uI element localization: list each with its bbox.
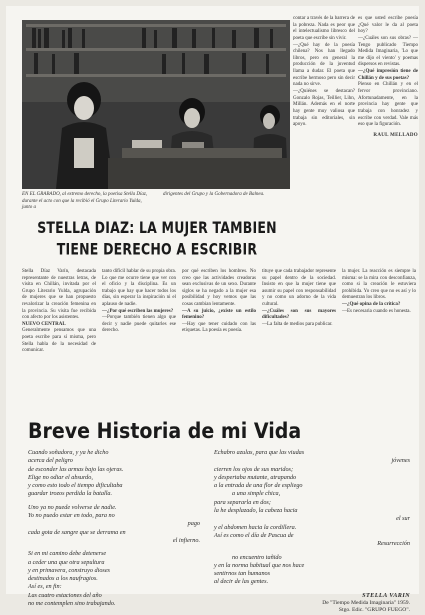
poem-line: cada gota de sangre que se derrama en [28, 528, 126, 536]
poem-line: Uno ya no puede volverse de nadie. [28, 503, 117, 511]
poem-line: Yo no puedo estar en todo, para no [28, 512, 115, 520]
subheading: NUEVO CENTRAL [22, 321, 66, 327]
poem-line: Si en mi camino debe detenerse [28, 550, 107, 558]
poem-line: a una simple chica, [232, 490, 281, 498]
poem-line: y en la norma habitual que nos hace [214, 561, 305, 569]
poem-line: Las cuatro estaciones del año [28, 591, 102, 599]
poem-line: a ceder una que otra sepultura [28, 558, 105, 566]
poem-line: el sur [396, 515, 410, 523]
byline: RAUL MELLADO [373, 132, 418, 138]
poem-line: y como esto todo el tiempo dificultaba [28, 482, 123, 490]
poem-line: Resurrección [377, 540, 410, 548]
paragraph: —Porque también tienen algo que decir y nadie puede quitarles ese derecho. [102, 315, 176, 334]
poem-author: STELLA VARIN [362, 591, 410, 599]
poem-line: Cuando soñadora, y ya he dicho [28, 449, 109, 456]
poem-line: Así es, en fin: [28, 583, 62, 591]
question: —¿Por qué escriben las mujeres? [102, 308, 174, 314]
paragraph: Stella Díaz Varín, destacada representante de nuestras letras, de visita en Chillán, invitada por el Grupo Literario Yulda, agrupación de mujeres que se han propuesto revalorizar la creación femenina en la provincia. Su visita fue recibida con afecto por los asistentes. [22, 269, 96, 321]
stanza [28, 449, 200, 499]
paragraph: Pienso en Chillán y en el fervor provinciano. Afortunadamente, en la provincia hay gente que trabaja con honradez y escribe con verdad. Vale más eso que la figuración. [358, 82, 418, 128]
paragraph: la mujer. La reacción es siempre la misma: se la mira con desconfianza, como si la creación le estuviera prohibida. Yo creo que no es así y lo demuestran los libros. [342, 269, 416, 301]
photo-caption-left: EN EL GRABADO, al extremo derecho, la poetisa Stella Díaz, durante el acto con que la recibió el Grupo Literario Yulda, junto a [22, 192, 148, 210]
stanza [214, 449, 410, 549]
newspaper-page [6, 6, 419, 614]
question: —¿Qué impresión tiene de Chillán y de sus poetas? [358, 69, 418, 81]
poem-line: Elige no odiar el absurdo, [28, 473, 93, 481]
paragraph: Generalmente pensamos que una poeta escribe para sí misma, pero Stella habla de la necesidad de comunicar. [22, 328, 96, 354]
article-column-5 [342, 269, 416, 315]
poem-publisher-credit: Stgo. Edic. "GRUPO FUEGO". [338, 607, 410, 614]
headline-line-1: STELLA DIAZ: LA MUJER TAMBIEN [37, 218, 277, 237]
poem-source-credit: De "Tiempo Medida Imaginaria" 1959. [322, 600, 410, 607]
article-column-3 [182, 269, 256, 335]
poem-line: el infierno. [172, 536, 200, 544]
paragraph: por qué escriben los hombres. No creo que las actividades creadoras sean exclusivas de un sexo. Durante siglos se ha negado a la mujer esa posibilidad y hoy vemos que las cosas cambian lentamente. [182, 269, 256, 307]
article-column-1 [22, 269, 96, 355]
stanza [214, 554, 410, 587]
article-column-2 [102, 269, 176, 335]
article-column-4 [262, 269, 336, 328]
paragraph: —Hay que tener cuidado con las etiquetas. La poesía es poesía. [182, 321, 256, 334]
poem-title: Breve Historia de mi Vida [28, 418, 302, 444]
paragraph: —La falta de medios para publicar. [262, 321, 333, 327]
poem-line: cierren los ojos de sus maridos; [214, 465, 294, 473]
paragraph: —¿Qué hay de la poesía chilena? Nos han llegado libros, pero en general la producción de la juventud llama a dudar. El poeta que escribe hermoso pero sin decir nada no sirve. [293, 42, 355, 88]
poem-line: a la entrada de una flor de espliego [214, 482, 303, 490]
stanza [28, 504, 200, 545]
poem-line: pago [187, 520, 200, 528]
paragraph: tituye que cada trabajador represente su papel dentro de la sociedad. Insisto en que la mujer tiene que asumir su papel con responsabilidad y no como un adorno de la vida cultural. [262, 269, 336, 307]
poem-right-column [214, 449, 410, 615]
poem-line: al decir de las gentes. [214, 578, 269, 586]
photo-caption-right: dirigentes del Grupo y la Gobernadora de Balnea. [163, 192, 265, 197]
poem-line: destinados a los naufragios. [28, 575, 98, 583]
poem-line: jóvenes [391, 457, 410, 465]
paragraph: —Es necesaria cuando es honesta. [342, 308, 411, 314]
interview-continuation-column-b [358, 16, 418, 140]
poem-line: no me contemplen sino trabajando. [28, 600, 116, 608]
paragraph: tanto difícil hablar de su propia obra. Lo que me ocurre tiene que ver con el oficio y la disciplina. Es un trabajo que hay que hacer todos los días, sin esperar la inspiración ni el aplauso de nadie. [102, 269, 177, 307]
poem-line: de esconder las armas bajo las ojeras. [28, 465, 124, 473]
poem-line: sentirnos tan humanos [214, 570, 271, 578]
poem-line: para separarla en dos; [214, 498, 271, 506]
poem-line: acerca del peligro [28, 457, 73, 465]
paragraph: es que usted escribe poesía ¿Qué valor le da al poeta hoy? [358, 16, 418, 35]
question: —A su juicio, ¿existe un estilo femenino? [182, 308, 256, 321]
poem-line: Así es como el día de Pascua de [214, 531, 294, 539]
poem-line: Echabro azulas, para que las viudas [214, 449, 305, 456]
poem-line: y el abdomen hacia la cordillera. [214, 523, 297, 531]
poem-left-column [28, 449, 200, 613]
paragraph: —¿Quiénes se destacan? Gonzalo Rojas, Teillier, Lihn, Millán. Además en el norte hay gente muy valiosa que trabaja sin editoriales, sin apoyo. [293, 89, 355, 128]
poem-line: guardar trozos perdida la batalla. [28, 490, 113, 498]
interview-continuation-column-a [293, 16, 355, 129]
paragraph: —¿Cuáles son sus obras? —Tengo publicado Tiempo Medida Imaginaria, 'Lo que me dijo el viento' y poemas dispersos en revistas. [358, 35, 418, 68]
poem-line: y despertaba mutante, atrapando [214, 473, 297, 481]
article-photo [22, 20, 290, 189]
question: —¿Cuáles son sus mayores dificultades? [262, 308, 336, 321]
article-headline [26, 218, 288, 260]
article-body [22, 269, 418, 417]
paragraph: contar a través de la barrera de la pobreza. Nada es peor que el intelectualismo libresco del poeta que escribe sin vivir. [293, 16, 355, 41]
headline-line-2: TIENE DERECHO A ESCRIBIR [56, 239, 258, 258]
poem-line: la he desplazado, la cabeza hacia [214, 507, 298, 515]
poem-line: y en primavera, construyo dioses [28, 566, 110, 574]
question: —¿Qué opina de la crítica? [342, 301, 401, 307]
photo-illustration [22, 20, 290, 189]
poem-line: no encuentro tañido [232, 553, 282, 561]
